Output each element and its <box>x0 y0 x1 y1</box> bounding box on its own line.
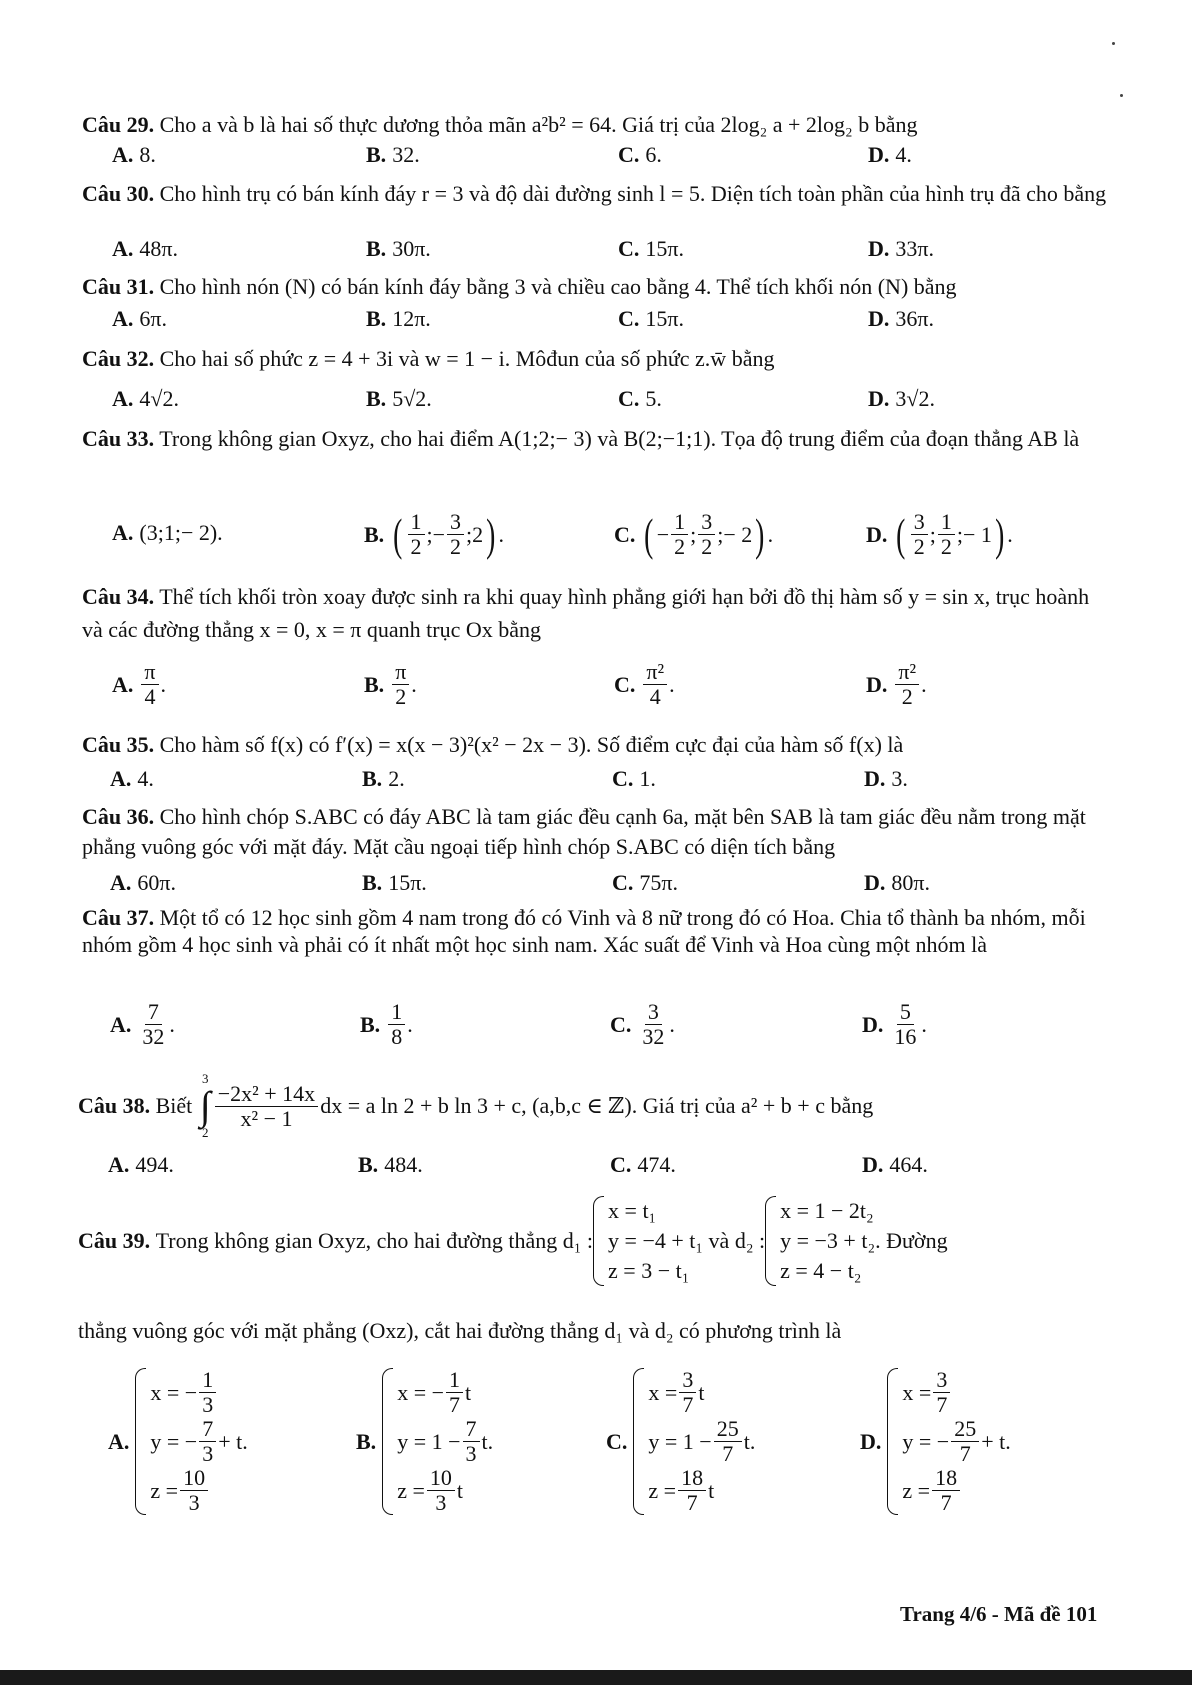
question-label: Câu 29. <box>82 112 155 137</box>
question-29 <box>82 110 1112 140</box>
question-label: Câu 38. <box>78 1093 151 1118</box>
scan-edge <box>0 1670 1192 1685</box>
question-label: Câu 36. <box>82 804 155 829</box>
option-b[interactable]: B. 5√2. <box>366 386 432 411</box>
question-text: Cho hình nón (N) có bán kính đáy bằng 3 và chiều cao bằng 4. Thể tích khối nón (N) bằng <box>159 274 957 299</box>
option-c[interactable]: C. 15π. <box>618 306 684 331</box>
option-b[interactable]: B. 32. <box>366 142 420 167</box>
option-a[interactable]: A. $\frac{7}{32}$ . <box>110 999 175 1049</box>
fraction: $\frac{1}{2}$ <box>938 510 955 559</box>
question-30 <box>82 180 1112 208</box>
question-38: Câu 38. Biết 3 ∫ 2 $\frac{\text{−2x² + 14x}}{\text{x² − 1}}$ dx = a ln 2 + b ln 3 + c, (a,b,c ∈ ℤ). Giá trị của a² + b + c bằng <box>78 1071 874 1140</box>
option-a[interactable]: A. 4. <box>110 766 154 791</box>
scan-speck <box>1112 42 1115 45</box>
integral-sign: ∫ <box>199 1083 211 1128</box>
option-d[interactable]: D. 3. <box>864 766 908 791</box>
question-33 <box>82 422 1112 456</box>
options-30 <box>0 236 1192 276</box>
options-33 <box>0 510 1192 570</box>
question-label: Câu 30. <box>82 181 155 206</box>
option-c[interactable]: C. 15π. <box>618 236 684 261</box>
question-31 <box>82 272 1112 302</box>
option-d[interactable]: D. $\frac{\text{π²}}{2}$ . <box>866 659 927 709</box>
option-b[interactable]: B. $\frac{\pi}{2}$ . <box>364 659 417 709</box>
option-a[interactable]: A. 494. <box>108 1152 174 1177</box>
option-d[interactable]: D. ( $\frac{3}{2}$ ; $\frac{1}{2}$ ;− 1 ) . <box>866 508 1013 560</box>
options-32 <box>0 386 1192 426</box>
option-b[interactable]: B. 30π. <box>366 236 431 261</box>
options-35 <box>0 766 1192 806</box>
line-d1-name: d₁ : <box>562 1228 594 1253</box>
option-a[interactable]: A. 60π. <box>110 870 176 895</box>
option-b[interactable]: B. 484. <box>358 1152 423 1177</box>
option-a[interactable]: A. $\frac{\pi}{4}$ . <box>112 659 166 709</box>
option-d[interactable]: D. 33π. <box>868 236 934 261</box>
option-a[interactable]: A. x = − $\frac{1}{3}$ y = − $\frac{7}{3}$ + t. z = $\frac{10}{3}$ <box>108 1367 248 1515</box>
question-32 <box>82 344 1112 374</box>
option-b[interactable]: B. 12π. <box>366 306 431 331</box>
question-35 <box>82 730 1112 760</box>
question-text: Cho hình chóp S.ABC có đáy ABC là tam giác đều cạnh 6a, mặt bên SAB là tam giác đều nằm trong mặt phẳng vuông góc với mặt đáy. Mặt cầu ngoại tiếp hình chóp S.ABC có diện tích bằng <box>82 804 1086 859</box>
options-37 <box>0 1000 1192 1060</box>
question-text: Cho a và b là hai số thực dương thỏa mãn a²b² = 64. Giá trị của 2log₂ a + 2log₂ b bằng <box>159 112 918 137</box>
options-38 <box>0 1152 1192 1192</box>
options-31 <box>0 306 1192 346</box>
option-c[interactable]: C. ( − $\frac{1}{2}$ ; $\frac{3}{2}$ ;− 2 ) . <box>614 508 774 560</box>
fraction: $\frac{1}{2}$ <box>671 510 688 559</box>
question-label: Câu 35. <box>82 732 155 757</box>
option-a[interactable]: A. 6π. <box>112 306 167 331</box>
question-text: Cho hàm số f(x) có f′(x) = x(x − 3)²(x² − 2x − 3). Số điểm cực đại của hàm số f(x) là <box>159 732 904 757</box>
question-39: Câu 39. Trong không gian Oxyz, cho hai đường thẳng d₁ : x = t₁ y = −4 + t₁ z = 3 − t₁ và d₂ : x = 1 − 2t₂ y = −3 + t₂ z = 4 − t₂ . Đường <box>78 1196 1108 1286</box>
fraction: $\frac{1}{2}$ <box>408 510 425 559</box>
question-text: Trong không gian Oxyz, cho hai điểm A(1;2;− 3) và B(2;−1;1). Tọa độ trung điểm của đoạn thẳng AB là <box>159 426 1080 451</box>
scan-speck <box>1120 94 1123 97</box>
option-d[interactable]: D. 3√2. <box>868 386 935 411</box>
option-b[interactable]: B. $\frac{1}{8}$ . <box>360 999 413 1049</box>
option-c[interactable]: C. 6. <box>618 142 662 167</box>
question-pre: Biết <box>155 1093 193 1118</box>
question-text: Thể tích khối tròn xoay được sinh ra khi quay hình phẳng giới hạn bởi đồ thị hàm số y = sin x, trục hoành và các đường thẳng x = 0, x = π quanh trục Ox bằng <box>82 584 1090 642</box>
option-b[interactable]: B. 2. <box>362 766 405 791</box>
integral: 3 ∫ 2 <box>199 1071 211 1140</box>
question-label: Câu 33. <box>82 426 155 451</box>
option-c[interactable]: C. $\frac{\text{π²}}{4}$ . <box>614 659 675 709</box>
fraction: $\frac{3}{2}$ <box>698 510 715 559</box>
option-b[interactable]: B. 15π. <box>362 870 427 895</box>
question-label: Câu 31. <box>82 274 155 299</box>
option-a[interactable]: A. 48π. <box>112 236 178 261</box>
option-c[interactable]: C. x = $\frac{3}{7}$ t y = 1 − $\frac{25}{7}$ t. z = $\frac{18}{7}$ t <box>606 1367 756 1515</box>
option-d[interactable]: D. 80π. <box>864 870 930 895</box>
option-d[interactable]: D. x = $\frac{3}{7}$ y = − $\frac{25}{7}$ + t. z = $\frac{18}{7}$ <box>860 1367 1011 1515</box>
option-a[interactable]: A. 8. <box>112 142 156 167</box>
question-label: Câu 39. <box>78 1228 151 1253</box>
question-36 <box>82 802 1112 862</box>
question-34 <box>82 580 1112 646</box>
options-34 <box>0 660 1192 720</box>
option-c[interactable]: C. 474. <box>610 1152 676 1177</box>
question-label: Câu 37. <box>82 905 155 930</box>
option-a[interactable]: A. (3;1;− 2). <box>112 520 223 545</box>
option-a[interactable]: A. 4√2. <box>112 386 179 411</box>
question-label: Câu 34. <box>82 584 155 609</box>
option-b[interactable]: B. x = − $\frac{1}{7}$ t y = 1 − $\frac{7}{3}$ t. z = $\frac{10}{3}$ t <box>356 1367 494 1515</box>
line-d1-system: x = t₁ y = −4 + t₁ z = 3 − t₁ <box>593 1196 703 1286</box>
question-post: dx = a ln 2 + b ln 3 + c, (a,b,c ∈ ℤ). Giá trị của a² + b + c bằng <box>320 1093 874 1118</box>
option-d[interactable]: D. 4. <box>868 142 912 167</box>
fraction: $\frac{3}{2}$ <box>447 510 464 559</box>
question-text: Cho hình trụ có bán kính đáy r = 3 và độ dài đường sinh l = 5. Diện tích toàn phần của hình trụ đã cho bằng <box>159 181 1107 206</box>
option-d[interactable]: D. 36π. <box>868 306 934 331</box>
page-footer: Trang 4/6 - Mã đề 101 <box>900 1602 1098 1626</box>
question-label: Câu 32. <box>82 346 155 371</box>
question-37 <box>82 904 1112 958</box>
option-c[interactable]: C. $\frac{3}{32}$ . <box>610 999 675 1049</box>
option-d[interactable]: D. 464. <box>862 1152 928 1177</box>
option-b[interactable]: B. ( $\frac{1}{2}$ ;− $\frac{3}{2}$ ;2 ) . <box>364 508 504 560</box>
question-39-line2: thẳng vuông góc với mặt phẳng (Oxz), cắt hai đường thẳng d₁ và d₂ có phương trình là <box>78 1318 842 1343</box>
option-c[interactable]: C. 75π. <box>612 870 678 895</box>
option-d[interactable]: D. $\frac{5}{16}$ . <box>862 999 927 1049</box>
question-text: Một tổ có 12 học sinh gồm 4 nam trong đó có Vinh và 8 nữ trong đó có Hoa. Chia tổ thành ba nhóm, mỗi nhóm gồm 4 học sinh và phải có ít nhất một học sinh nam. Xác suất để Vinh và Hoa cùng một nhóm là <box>82 905 1086 957</box>
options-29 <box>0 142 1192 182</box>
line-d2-system: x = 1 − 2t₂ y = −3 + t₂ z = 4 − t₂ <box>765 1196 875 1286</box>
option-c[interactable]: C. 1. <box>612 766 656 791</box>
options-39 <box>0 1368 1192 1548</box>
line-d2-name: d₂ : <box>734 1228 766 1253</box>
fraction: $\frac{3}{2}$ <box>911 510 928 559</box>
question-text: Cho hai số phức z = 4 + 3i và w = 1 − i. Môđun của số phức z.w̄ bằng <box>159 346 775 371</box>
option-c[interactable]: C. 5. <box>618 386 662 411</box>
